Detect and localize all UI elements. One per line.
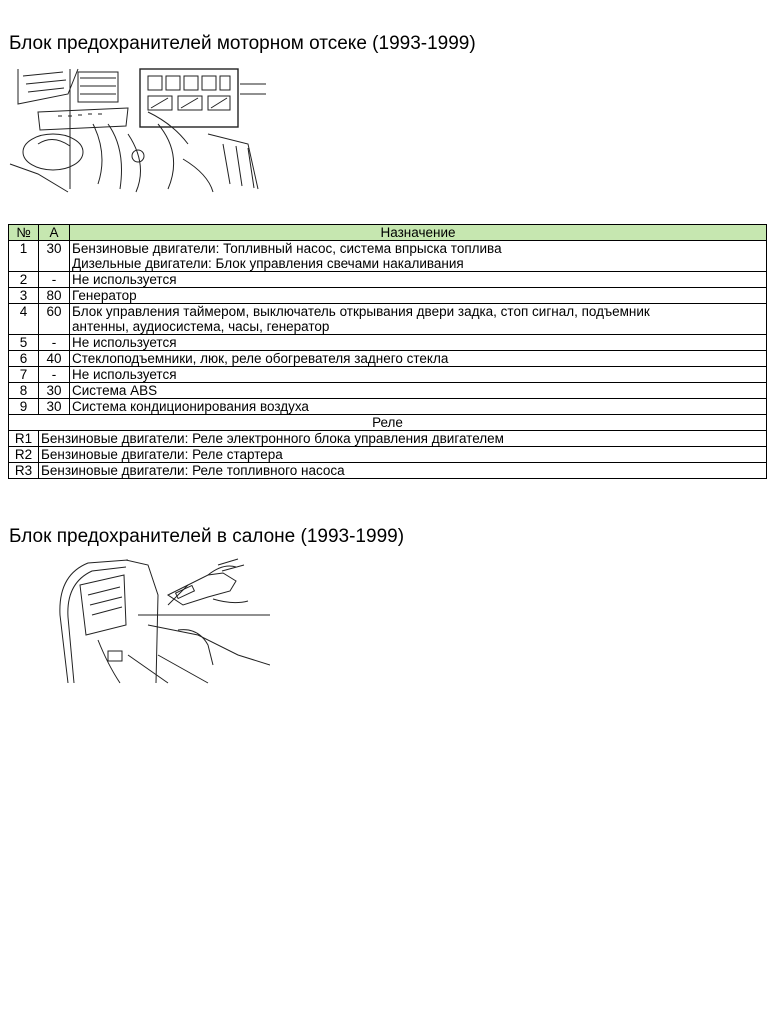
column-header-number: № xyxy=(9,225,39,241)
fuse-number: 5 xyxy=(9,335,39,351)
fuse-purpose-line: Бензиновые двигатели: Топливный насос, система впрыска топлива xyxy=(72,241,502,256)
relay-purpose: Бензиновые двигатели: Реле электронного блока управления двигателем xyxy=(39,431,767,447)
table-row xyxy=(9,383,767,399)
table-row xyxy=(9,241,767,272)
fuse-number: 8 xyxy=(9,383,39,399)
fuse-purpose: Система кондиционирования воздуха xyxy=(70,399,767,415)
column-header-amperage: А xyxy=(39,225,70,241)
fuse-purpose: Стеклоподъемники, люк, реле обогревателя заднего стекла xyxy=(70,351,767,367)
fuse-number: 1 xyxy=(9,241,39,272)
fuse-purpose-line: антенны, аудиосистема, часы, генератор xyxy=(72,319,330,334)
fuse-number: 9 xyxy=(9,399,39,415)
fuse-purpose: Не используется xyxy=(70,272,767,288)
cabin-fuse-box-title: Блок предохранителей в салоне (1993-1999) xyxy=(9,526,405,547)
table-row xyxy=(9,288,767,304)
relay-purpose: Бензиновые двигатели: Реле стартера xyxy=(39,447,767,463)
fuse-purpose: Система ABS xyxy=(70,383,767,399)
fuse-purpose-line: Дизельные двигатели: Блок управления свечами накаливания xyxy=(72,256,464,271)
fuse-number: 6 xyxy=(9,351,39,367)
fuse-amperage: 30 xyxy=(39,399,70,415)
fuse-amperage: 30 xyxy=(39,383,70,399)
table-row xyxy=(9,351,767,367)
table-row xyxy=(9,463,767,479)
relay-section-header: Реле xyxy=(9,415,767,431)
table-row xyxy=(9,335,767,351)
fuse-number: 2 xyxy=(9,272,39,288)
relay-id: R1 xyxy=(9,431,39,447)
table-row xyxy=(9,431,767,447)
fuse-number: 4 xyxy=(9,304,39,335)
relay-purpose: Бензиновые двигатели: Реле топливного насоса xyxy=(39,463,767,479)
relay-id: R2 xyxy=(9,447,39,463)
fuse-table xyxy=(8,224,767,479)
fuse-purpose-line: Блок управления таймером, выключатель открывания двери задка, стоп сигнал, подъемник xyxy=(72,304,650,319)
column-header-purpose: Назначение xyxy=(70,225,767,241)
table-row xyxy=(9,272,767,288)
fuse-amperage: - xyxy=(39,335,70,351)
fuse-purpose xyxy=(70,241,767,272)
fuse-number: 3 xyxy=(9,288,39,304)
relay-id: R3 xyxy=(9,463,39,479)
fuse-amperage: 60 xyxy=(39,304,70,335)
table-row xyxy=(9,447,767,463)
fuse-amperage: - xyxy=(39,367,70,383)
fuse-purpose: Не используется xyxy=(70,367,767,383)
relay-section-header-row xyxy=(9,415,767,431)
engine-compartment-illustration xyxy=(8,64,270,194)
engine-fuse-box-title: Блок предохранителей моторном отсеке (1993-1999) xyxy=(9,33,476,54)
fuse-amperage: 30 xyxy=(39,241,70,272)
fuse-purpose: Не используется xyxy=(70,335,767,351)
table-row xyxy=(9,367,767,383)
fuse-amperage: - xyxy=(39,272,70,288)
fuse-purpose xyxy=(70,304,767,335)
fuse-amperage: 40 xyxy=(39,351,70,367)
table-row xyxy=(9,399,767,415)
table-header-row xyxy=(9,225,767,241)
cabin-fuse-box-illustration xyxy=(8,555,270,685)
table-row xyxy=(9,304,767,335)
fuse-amperage: 80 xyxy=(39,288,70,304)
fuse-purpose: Генератор xyxy=(70,288,767,304)
fuse-number: 7 xyxy=(9,367,39,383)
